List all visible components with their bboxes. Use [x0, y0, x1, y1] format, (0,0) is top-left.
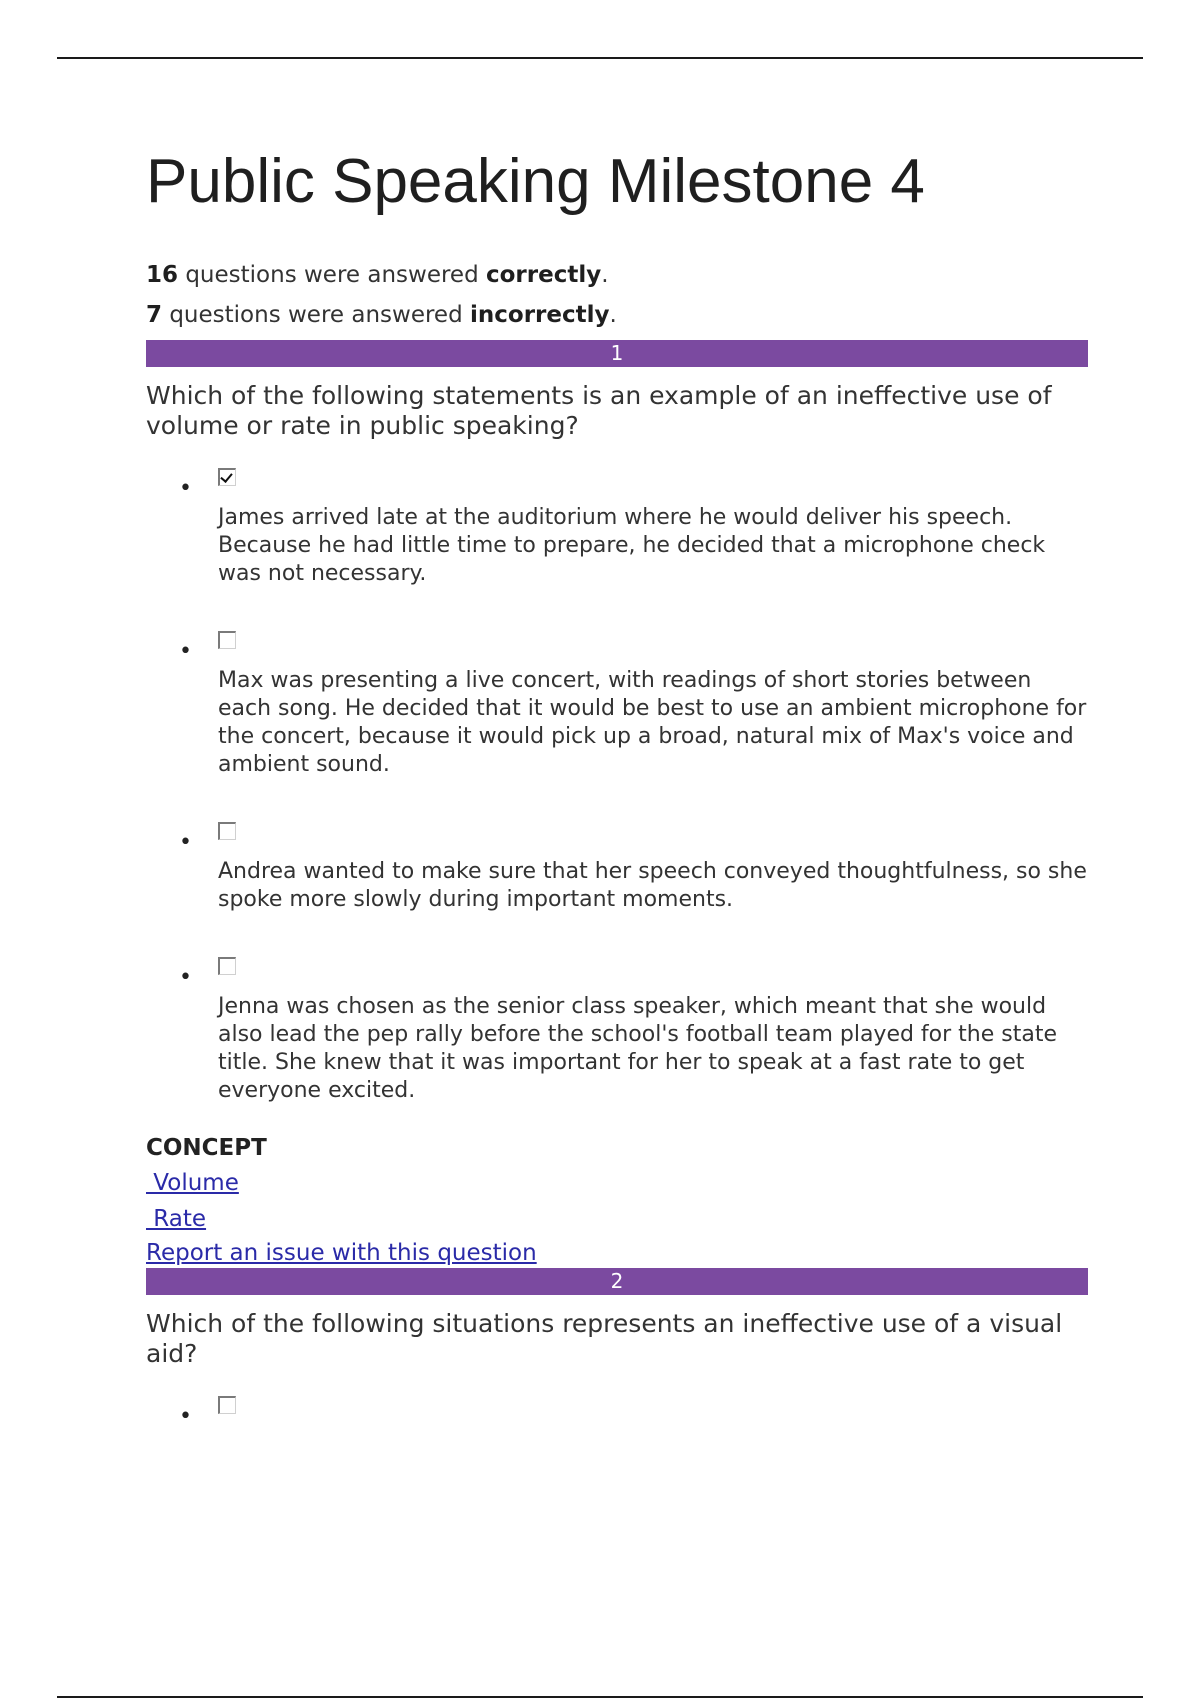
incorrect-word: incorrectly — [470, 302, 610, 328]
question-text: Which of the following situations represents an ineffective use of a visual aid? — [146, 1309, 1063, 1368]
bullet: • — [179, 476, 192, 501]
bullet: • — [179, 639, 192, 664]
document-content — [146, 140, 1088, 1432]
score-summary — [146, 260, 1088, 330]
question-number-bar: 1 — [146, 340, 1088, 367]
question-text: Which of the following statements is an example of an ineffective use of volume or rate in public speaking? — [146, 381, 1052, 440]
checkbox[interactable] — [218, 957, 236, 975]
answer-option — [146, 1396, 1088, 1429]
answer-list — [146, 1396, 1088, 1429]
concept-link-volume[interactable]: Volume — [146, 1170, 239, 1196]
checked-checkbox[interactable] — [218, 468, 236, 486]
incorrect-text: questions were answered — [162, 302, 470, 328]
incorrect-period: . — [609, 302, 617, 328]
answer-text: Jenna was chosen as the senior class speaker, which meant that she would also lead the pep rally before the school's football team played for the state title. She knew that it was important for her to speak at a fast rate to get everyone excited. — [218, 994, 1058, 1103]
answer-option — [146, 822, 1088, 914]
checkbox[interactable] — [218, 1396, 236, 1414]
incorrect-count: 7 — [146, 302, 163, 328]
question-2 — [146, 1268, 1088, 1429]
correct-period: . — [601, 262, 609, 288]
top-rule — [57, 57, 1143, 59]
correct-count: 16 — [146, 262, 179, 288]
answer-text: James arrived late at the auditorium where he would deliver his speech. Because he had little time to prepare, he decided that a microphone check was not necessary. — [218, 505, 1046, 586]
correct-text: questions were answered — [178, 262, 486, 288]
answer-option — [146, 631, 1088, 779]
correct-summary — [146, 260, 1088, 290]
correct-word: correctly — [486, 262, 602, 288]
checkbox[interactable] — [218, 822, 236, 840]
report-issue-link[interactable]: Report an issue with this question — [146, 1240, 537, 1266]
concept-label: CONCEPT — [146, 1135, 267, 1161]
answer-option — [146, 957, 1088, 1105]
concept-section — [146, 1133, 1088, 1268]
checkbox[interactable] — [218, 631, 236, 649]
bottom-rule — [57, 1696, 1143, 1698]
concept-link-rate[interactable]: Rate — [146, 1206, 207, 1232]
answer-list — [146, 468, 1088, 1105]
bullet: • — [179, 1404, 192, 1429]
question-number-bar: 2 — [146, 1268, 1088, 1295]
page-title: Public Speaking Milestone 4 — [146, 147, 925, 216]
question-1 — [146, 340, 1088, 1268]
bullet: • — [179, 830, 192, 855]
bullet: • — [179, 965, 192, 990]
answer-text: Max was presenting a live concert, with readings of short stories between each song. He decided that it would be best to use an ambient microphone for the concert, because it would pick up a broad, natural mix of Max's voice and ambient sound. — [218, 668, 1087, 777]
incorrect-summary — [146, 300, 1088, 330]
answer-option — [146, 468, 1088, 588]
answer-text: Andrea wanted to make sure that her speech conveyed thoughtfulness, so she spoke more slowly during important moments. — [218, 859, 1087, 912]
